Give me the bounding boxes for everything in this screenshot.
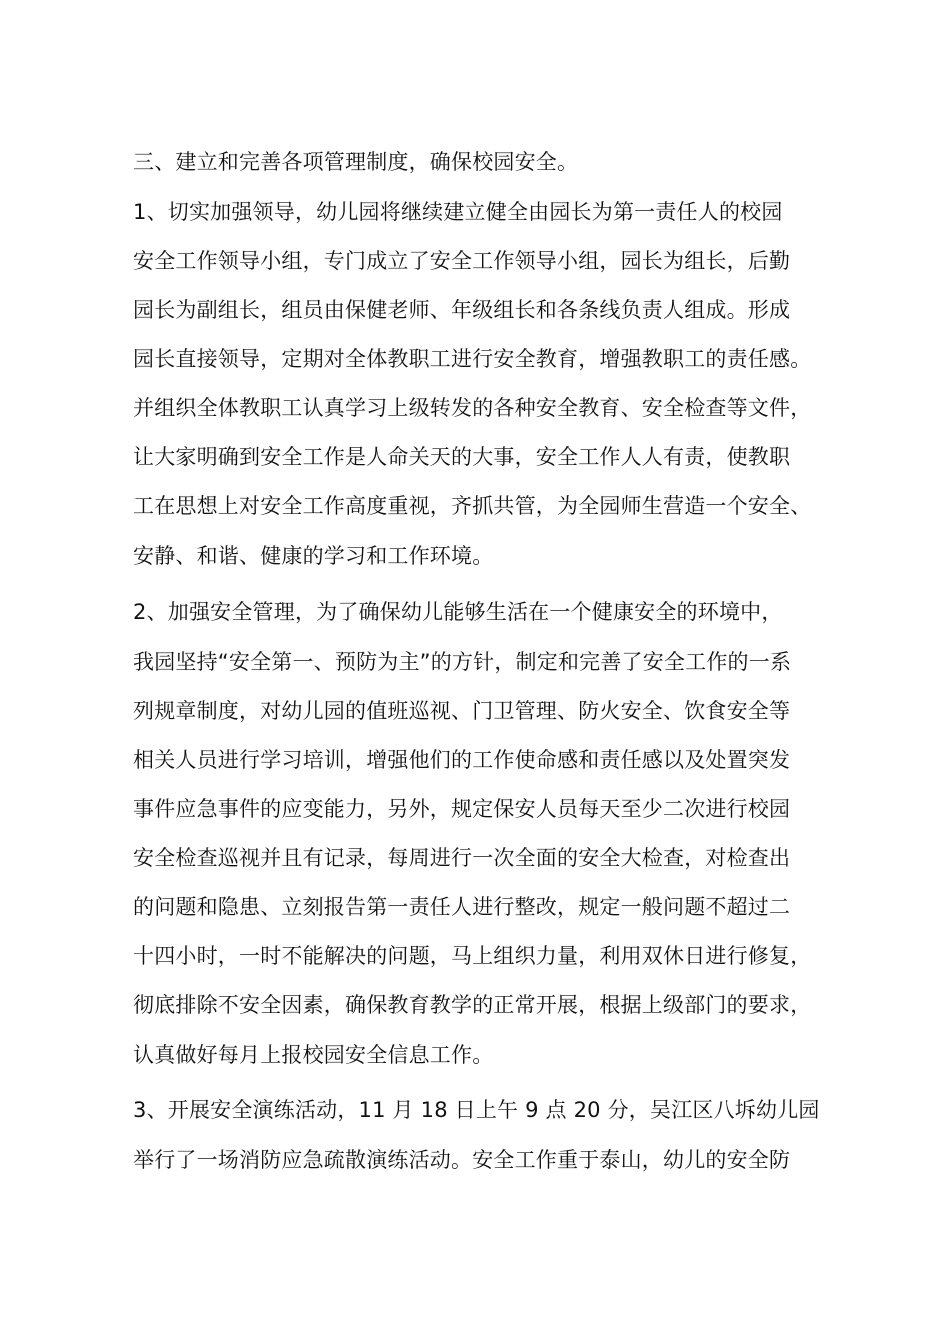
paragraph-3-line: 3、开展安全演练活动，11 月 18 日上午 9 点 20 分，吴江区八坼幼儿园 — [133, 1098, 820, 1122]
paragraph-2-line: 彻底排除不安全因素，确保教育教学的正常开展，根据上级部门的要求， — [133, 993, 812, 1017]
paragraph-1-line: 1、切实加强领导，幼儿园将继续建立健全由园长为第一责任人的校园 — [133, 200, 783, 224]
paragraph-3-line: 举行了一场消防应急疏散演练活动。安全工作重于泰山，幼儿的安全防 — [133, 1148, 791, 1172]
paragraph-1-line: 安全工作领导小组，专门成立了安全工作领导小组，园长为组长，后勤 — [133, 249, 791, 273]
paragraph-2-line: 列规章制度，对幼儿园的值班巡视、门卫管理、防火安全、饮食安全等 — [133, 699, 791, 723]
paragraph-2-line: 安全检查巡视并且有记录，每周进行一次全面的安全大检查，对检查出 — [133, 846, 791, 870]
paragraph-2-line: 的问题和隐患、立刻报告第一责任人进行整改，规定一般问题不超过二 — [133, 895, 791, 919]
paragraph-2-line: 2、加强安全管理，为了确保幼儿能够生活在一个健康安全的环境中， — [133, 600, 783, 624]
paragraph-2-line: 事件应急事件的应变能力，另外，规定保安人员每天至少二次进行校园 — [133, 797, 791, 821]
paragraph-2-line: 认真做好每月上报校园安全信息工作。 — [133, 1043, 494, 1067]
paragraph-1-line: 园长为副组长，组员由保健老师、年级组长和各条线负责人组成。形成 — [133, 298, 791, 322]
paragraph-1-line: 并组织全体教职工认真学习上级转发的各种安全教育、安全检查等文件， — [133, 396, 812, 420]
paragraph-1-line: 园长直接领导，定期对全体教职工进行安全教育，增强教职工的责任感。 — [133, 347, 812, 371]
paragraph-2-line: 相关人员进行学习培训，增强他们的工作使命感和责任感以及处置突发 — [133, 748, 791, 772]
section-heading: 三、建立和完善各项管理制度，确保校园安全。 — [133, 150, 579, 174]
paragraph-1-line: 工在思想上对安全工作高度重视，齐抓共管，为全园师生营造一个安全、 — [133, 494, 812, 518]
paragraph-1-line: 让大家明确到安全工作是人命关天的大事，安全工作人人有责，使教职 — [133, 445, 791, 469]
paragraph-2-line: 我园坚持“安全第一、预防为主”的方针，制定和完善了安全工作的一系 — [133, 650, 792, 674]
paragraph-2-line: 十四小时，一时不能解决的问题，马上组织力量，利用双休日进行修复， — [133, 944, 812, 968]
paragraph-1-line: 安静、和谐、健康的学习和工作环境。 — [133, 544, 494, 568]
